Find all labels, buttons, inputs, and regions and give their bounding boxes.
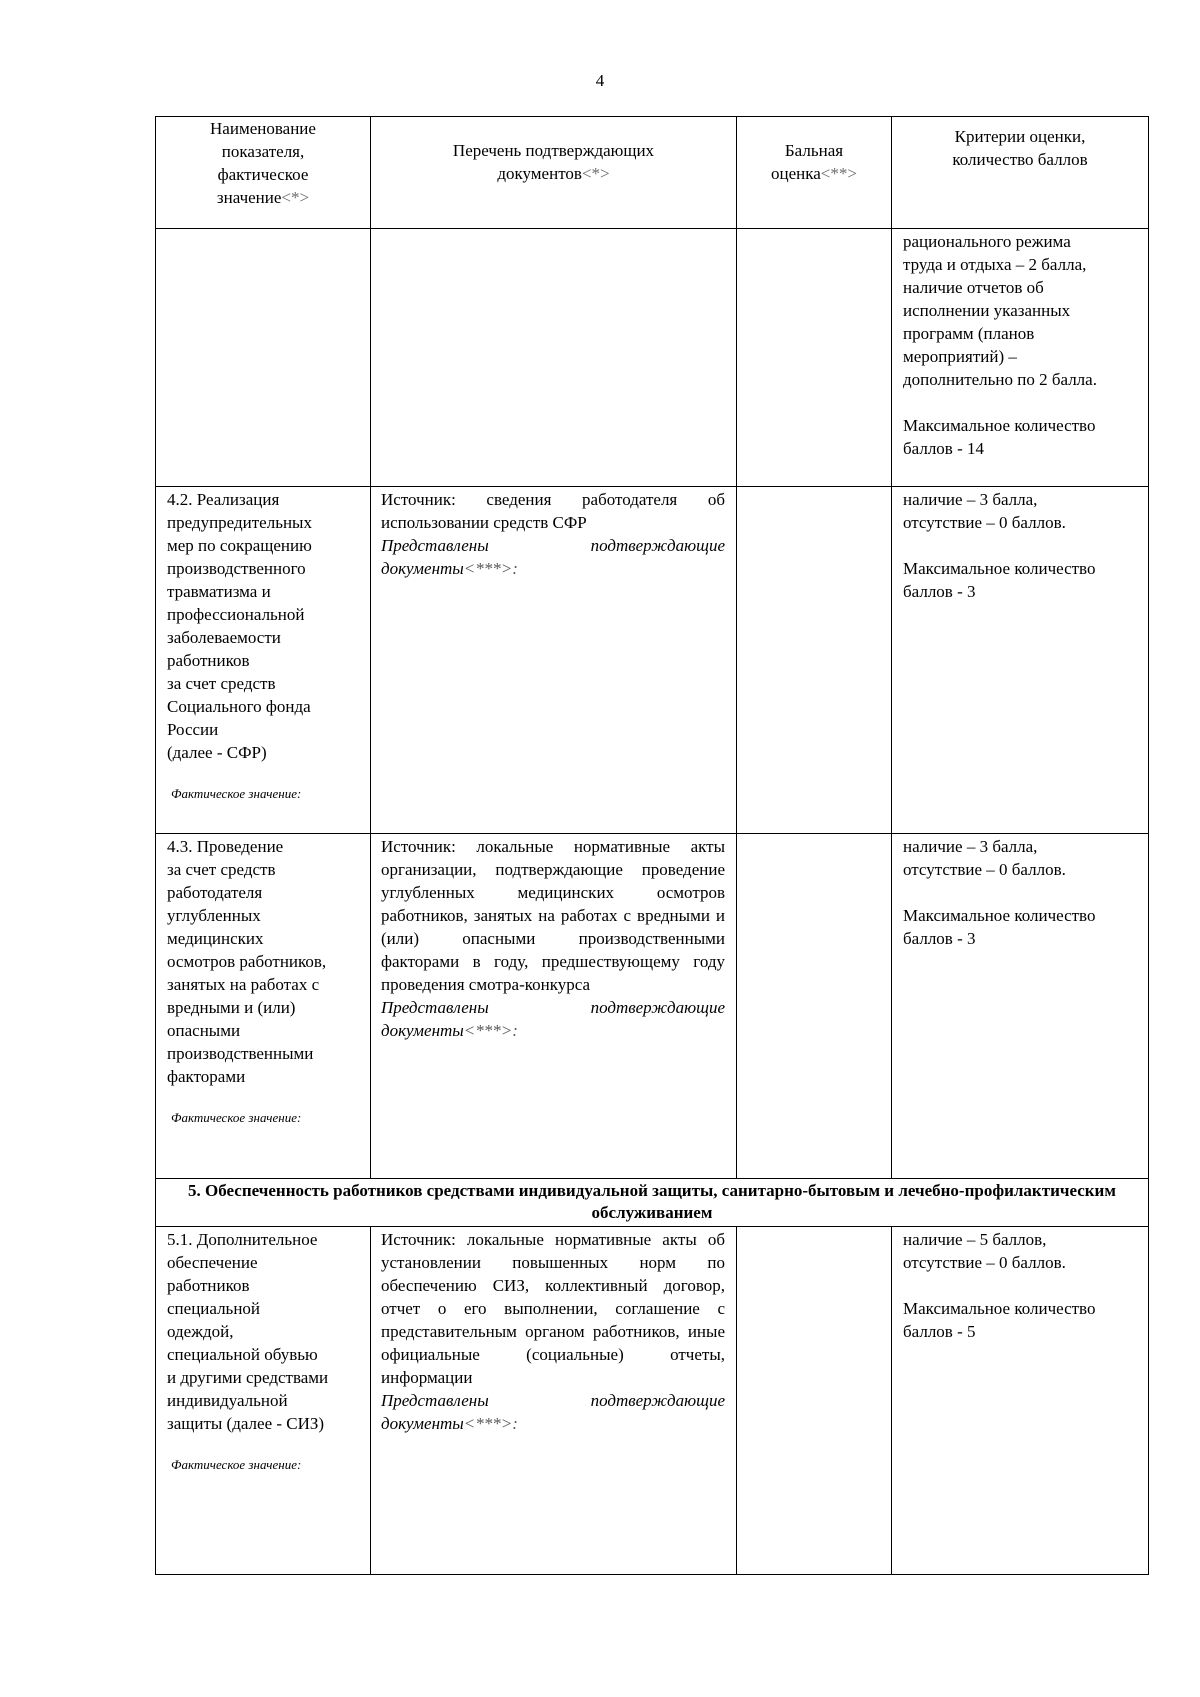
section-title: 5. Обеспеченность работников средствами индивидуальной защиты, санитарно-бытовым и лечебно-профилактическим обслуживанием bbox=[188, 1181, 1116, 1222]
page-number: 4 bbox=[595, 71, 605, 90]
documents-cell bbox=[371, 487, 737, 834]
indicator-cell bbox=[156, 229, 371, 487]
score-cell bbox=[737, 229, 892, 487]
max-score-text: Максимальное количество bbox=[903, 416, 1096, 435]
header-score: Бальная оценка<**> bbox=[737, 117, 892, 229]
table-row bbox=[156, 834, 1149, 1179]
indicator-cell: 4.3. Проведение за счет средств работодателя углубленных медицинских осмотров работников, занятых на работах с вредными и (или) опасными производственными факторами Фактическое значение: bbox=[156, 834, 371, 1179]
actual-value-label: Фактическое значение: bbox=[171, 1110, 302, 1125]
criteria-cell: рационального режима труда и отдыха – 2 балла, наличие отчетов об исполнении указанных программ (планов мероприятий) – дополнительно по 2 балла. Максимальное количество баллов - 14 bbox=[892, 229, 1149, 487]
documents-cell bbox=[371, 1227, 737, 1575]
confirmed-documents-text: Представлены подтверждающие документы<***>: bbox=[381, 536, 725, 578]
score-cell bbox=[737, 1227, 892, 1575]
evaluation-table bbox=[155, 116, 1149, 1575]
max-score-text: Максимальное количество bbox=[903, 1299, 1096, 1318]
source-text: Источник: локальные нормативные акты об установлении повышенных норм по обеспечению СИЗ, коллективный договор, отчет о его выполнении, соглашение с представительным органом работников, иные официальные (социальные) отчеты, информации bbox=[381, 1230, 725, 1387]
indicator-cell: 5.1. Дополнительное обеспечение работников специальной одеждой, специальной обувью и другими средствами индивидуальной защиты (далее - СИЗ) Фактическое значение: bbox=[156, 1227, 371, 1575]
documents-cell bbox=[371, 229, 737, 487]
section-title-cell bbox=[156, 1179, 1149, 1227]
source-text: Источник: сведения работодателя об использовании средств СФР bbox=[381, 490, 725, 532]
header-documents: Перечень подтверждающих документов<*> bbox=[371, 117, 737, 229]
footnote-ref: <**> bbox=[820, 164, 857, 183]
score-cell bbox=[737, 834, 892, 1179]
section-header-row bbox=[156, 1179, 1149, 1227]
actual-value-label: Фактическое значение: bbox=[171, 786, 302, 801]
criteria-cell: наличие – 3 балла, отсутствие – 0 баллов. Максимальное количество баллов - 3 bbox=[892, 834, 1149, 1179]
criteria-cell: наличие – 3 балла, отсутствие – 0 баллов. Максимальное количество баллов - 3 bbox=[892, 487, 1149, 834]
table-row bbox=[156, 229, 1149, 487]
score-cell bbox=[737, 487, 892, 834]
max-score-text: Максимальное количество bbox=[903, 906, 1096, 925]
confirmed-documents-text: Представлены подтверждающие документы<***>: bbox=[381, 998, 725, 1040]
footnote-ref: <*> bbox=[581, 164, 610, 183]
criteria-cell: наличие – 5 баллов, отсутствие – 0 баллов. Максимальное количество баллов - 5 bbox=[892, 1227, 1149, 1575]
max-score-text: Максимальное количество bbox=[903, 559, 1096, 578]
source-text: Источник: локальные нормативные акты организации, подтверждающие проведение углубленных медицинских осмотров работников, занятых на работах с вредными и (или) опасными производственными факторами в году, предшествующему году проведения смотра-конкурса bbox=[381, 837, 725, 994]
confirmed-documents-text: Представлены подтверждающие документы<***>: bbox=[381, 1391, 725, 1433]
table-row bbox=[156, 487, 1149, 834]
footnote-ref: <*> bbox=[281, 188, 310, 207]
actual-value-label: Фактическое значение: bbox=[171, 1457, 302, 1472]
header-indicator-name: Наименование показателя, фактическое значение<*> bbox=[156, 117, 371, 229]
table-header-row bbox=[156, 117, 1149, 229]
documents-cell bbox=[371, 834, 737, 1179]
header-criteria: Критерии оценки, количество баллов bbox=[892, 117, 1149, 229]
table-row bbox=[156, 1227, 1149, 1575]
indicator-cell: 4.2. Реализация предупредительных мер по сокращению производственного травматизма и профессиональной заболеваемости работников за счет средств Социального фонда России (далее - СФР) Фактическое значение: bbox=[156, 487, 371, 834]
